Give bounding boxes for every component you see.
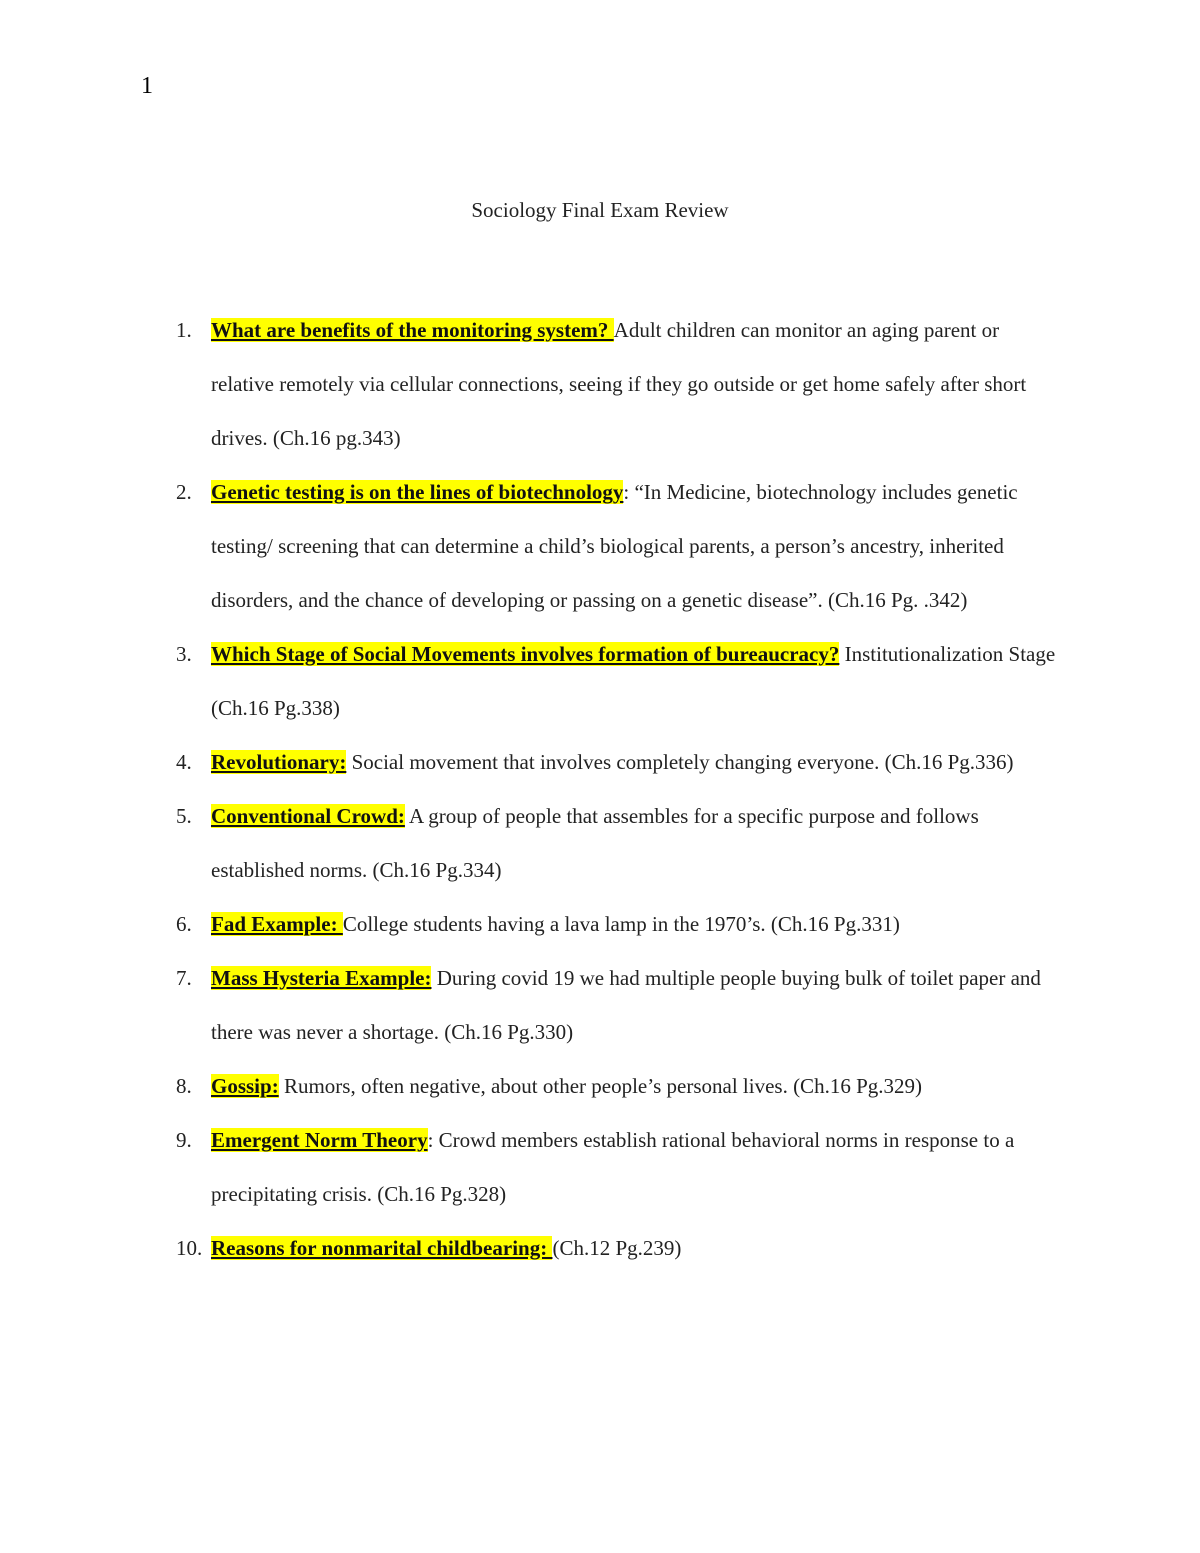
item-number: 2. xyxy=(176,480,192,504)
list-item xyxy=(0,1059,1200,1113)
highlighted-term: Reasons for nonmarital childbearing: xyxy=(211,1236,553,1260)
item-text: : “In Medicine, biotechnology includes genetic testing/ screening that can determine a child’s biological parents, a person’s ancestry, inherited disorders, and the chance of developing or passing on a genetic disease”. (Ch.16 Pg. .342) xyxy=(211,480,1018,612)
item-text: College students having a lava lamp in the 1970’s. (Ch.16 Pg.331) xyxy=(342,912,900,936)
item-text: : Crowd members establish rational behavioral norms in response to a precipitating crisis. (Ch.16 Pg.328) xyxy=(211,1128,1015,1206)
list-item xyxy=(0,303,1200,465)
item-number: 6. xyxy=(176,912,192,936)
item-number: 1. xyxy=(176,318,192,342)
highlighted-term: What are benefits of the monitoring system? xyxy=(211,318,614,342)
item-text: Adult children can monitor an aging parent or relative remotely via cellular connections, seeing if they go outside or get home safely after short drives. (Ch.16 pg.343) xyxy=(211,318,1027,450)
list-item xyxy=(0,465,1200,627)
list-item xyxy=(0,627,1200,735)
highlighted-term: Conventional Crowd: xyxy=(211,804,405,828)
highlighted-term: Mass Hysteria Example: xyxy=(211,966,432,990)
list-item xyxy=(0,789,1200,897)
item-number: 4. xyxy=(176,750,192,774)
list-item xyxy=(0,735,1200,789)
item-number: 3. xyxy=(176,642,192,666)
list-item xyxy=(0,951,1200,1059)
list-item xyxy=(0,1113,1200,1221)
item-number: 7. xyxy=(176,966,192,990)
item-text: Rumors, often negative, about other people’s personal lives. (Ch.16 Pg.329) xyxy=(278,1074,922,1098)
highlighted-term: Genetic testing is on the lines of biotechnology xyxy=(211,480,624,504)
highlighted-term: Emergent Norm Theory xyxy=(211,1128,428,1152)
page-number: 1 xyxy=(141,73,153,99)
list-item xyxy=(0,1221,1200,1275)
item-number: 8. xyxy=(176,1074,192,1098)
highlighted-term: Fad Example: xyxy=(211,912,343,936)
document-title: Sociology Final Exam Review xyxy=(471,198,729,222)
item-number: 10. xyxy=(176,1236,203,1260)
review-question-list xyxy=(0,303,1200,1275)
highlighted-term: Which Stage of Social Movements involves formation of bureaucracy? xyxy=(211,642,840,666)
highlighted-term: Gossip: xyxy=(211,1074,279,1098)
item-number: 9. xyxy=(176,1128,192,1152)
highlighted-term: Revolutionary: xyxy=(211,750,347,774)
item-text: (Ch.12 Pg.239) xyxy=(552,1236,682,1260)
list-item xyxy=(0,897,1200,951)
item-text: Social movement that involves completely changing everyone. (Ch.16 Pg.336) xyxy=(346,750,1014,774)
item-text: A group of people that assembles for a specific purpose and follows established norms. (Ch.16 Pg.334) xyxy=(211,804,979,882)
item-text: Institutionalization Stage (Ch.16 Pg.338) xyxy=(211,642,1056,720)
item-text: During covid 19 we had multiple people buying bulk of toilet paper and there was never a shortage. (Ch.16 Pg.330) xyxy=(211,966,1041,1044)
item-number: 5. xyxy=(176,804,192,828)
